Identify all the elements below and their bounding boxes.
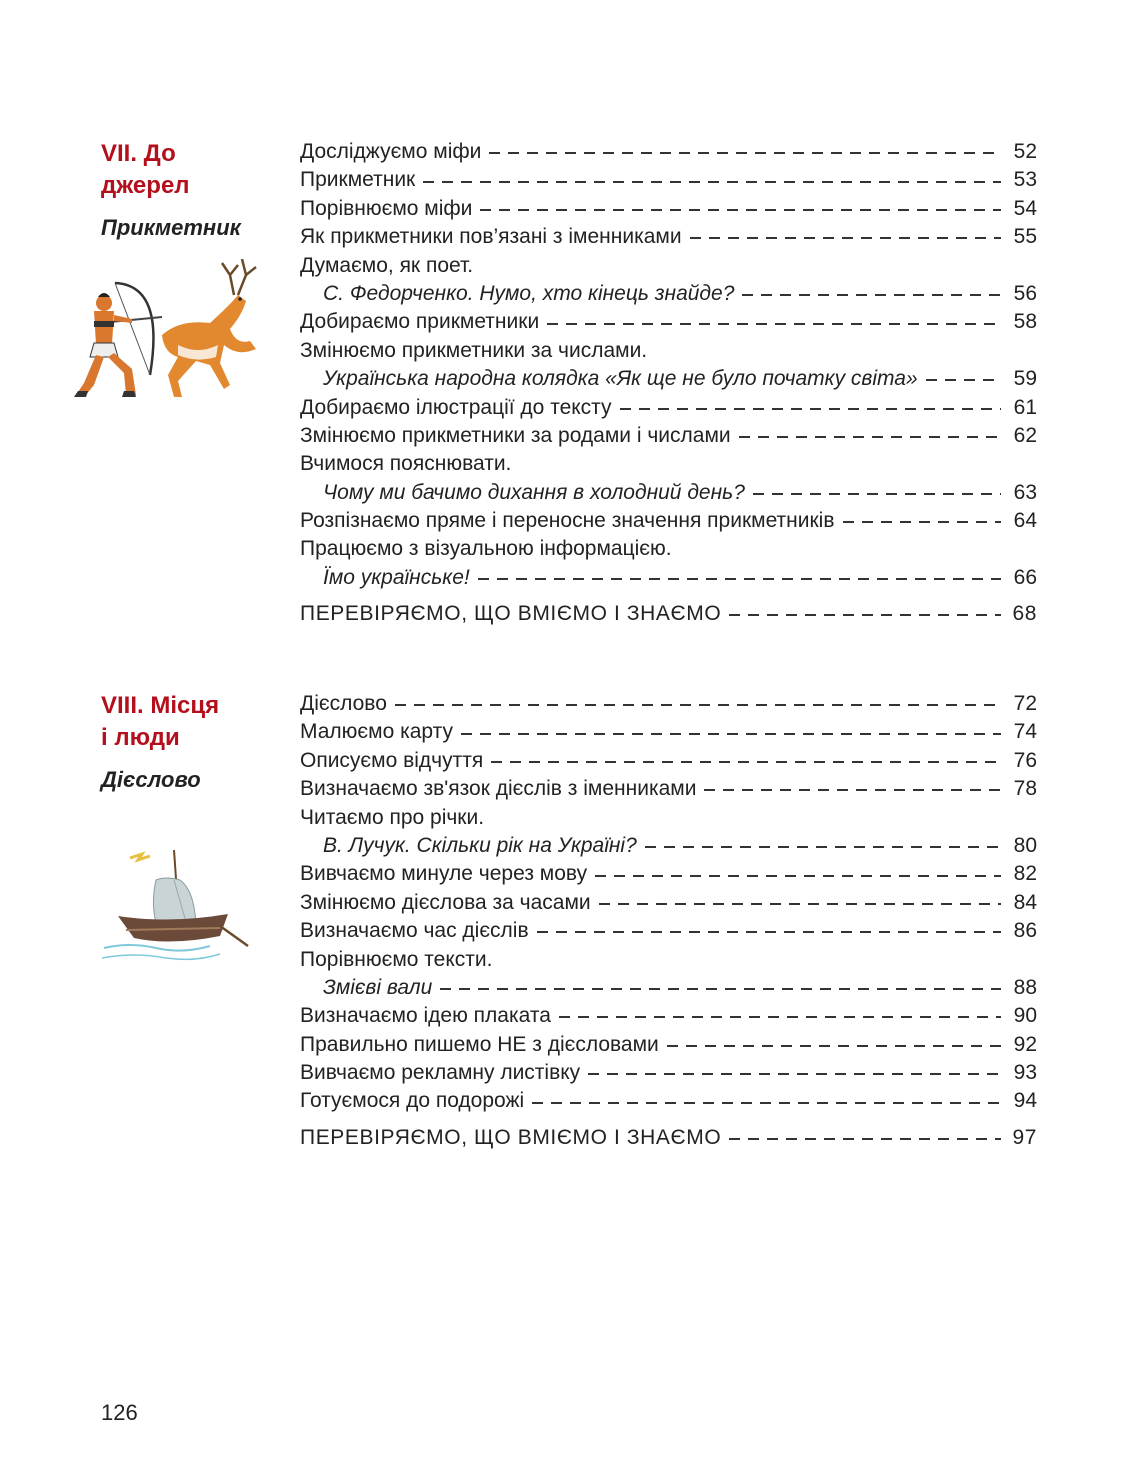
table-of-contents [300, 690, 1037, 1152]
dash-leader [704, 789, 1001, 791]
toc-entry-page: 52 [1013, 140, 1037, 163]
toc-entry-label: С. Федорченко. Нумо, хто кінець знайде? [323, 281, 735, 305]
toc-entry-page: 58 [1013, 310, 1037, 334]
toc-entry [300, 718, 1037, 746]
toc-entry-label: Їмо українське! [323, 565, 470, 589]
toc-entry-label: Добираємо прикметники [300, 310, 540, 334]
toc-entry [300, 337, 1037, 365]
toc-entry [300, 365, 1037, 393]
toc-entry-page: 84 [1013, 890, 1037, 914]
dash-leader [423, 181, 1001, 183]
section-sidebar [101, 690, 271, 794]
toc-entry [300, 1002, 1037, 1030]
toc-entry-page: 64 [1013, 509, 1037, 533]
toc-entry-page: 61 [1013, 395, 1037, 419]
toc-entry [300, 564, 1037, 592]
dash-leader [491, 761, 1001, 763]
toc-entry-page: 56 [1013, 281, 1037, 305]
section-title: VII. До джерел [101, 140, 190, 199]
dash-leader [690, 237, 1001, 239]
toc-entry-label: Прикметник [300, 168, 416, 192]
toc-entry [300, 1087, 1037, 1115]
toc-entry [300, 775, 1037, 803]
toc-entry-page: 90 [1013, 1004, 1037, 1028]
toc-entry [300, 690, 1037, 718]
toc-entry [300, 138, 1037, 166]
dash-leader [599, 903, 1001, 905]
toc-entry [300, 394, 1037, 422]
toc-entry-label: Думаємо, як поет. [300, 253, 474, 277]
toc-entry-label: Описуємо відчуття [300, 748, 484, 772]
toc-entry-page: 93 [1013, 1061, 1037, 1085]
dash-leader [559, 1016, 1001, 1018]
toc-entry-page: 97 [1012, 1125, 1037, 1149]
dash-leader [537, 931, 1001, 933]
toc-entry-page: 54 [1013, 196, 1037, 220]
dash-leader [667, 1045, 1001, 1047]
dash-leader [843, 521, 1001, 523]
dash-leader [753, 493, 1001, 495]
toc-entry-label: Досліджуємо міфи [300, 140, 482, 163]
section-subtitle: Прикметник [101, 215, 241, 240]
toc-entry-page: 74 [1013, 720, 1037, 744]
toc-entry [300, 280, 1037, 308]
dash-leader [461, 733, 1001, 735]
toc-entry-label: Вчимося пояснювати. [300, 452, 512, 476]
toc-entry-label: Змієві вали [323, 975, 433, 999]
toc-entry-page: 76 [1013, 748, 1037, 772]
toc-entry-label: Дієслово [300, 692, 387, 715]
toc-entry [300, 450, 1037, 478]
dash-leader [742, 294, 1001, 296]
archer-and-deer-illustration [70, 245, 262, 403]
toc-entry-page: 86 [1013, 919, 1037, 943]
toc-entry-page: 55 [1013, 225, 1037, 249]
sailing-boat-illustration [100, 850, 252, 962]
toc-entry-page: 53 [1013, 168, 1037, 192]
dash-leader [588, 1073, 1001, 1075]
toc-entry-page: 88 [1013, 975, 1037, 999]
toc-entry-label: Готуємося до подорожі [300, 1089, 525, 1113]
toc-entry [300, 308, 1037, 336]
toc-entry [300, 804, 1037, 832]
toc-entry-label: Вивчаємо минуле через мову [300, 862, 588, 886]
toc-entry-label: Малюємо карту [300, 720, 453, 744]
toc-entry-label: Як прикметники пов’язані з іменниками [300, 225, 682, 249]
toc-entry [300, 1059, 1037, 1087]
dash-leader [547, 323, 1001, 325]
toc-entry-label: Визначаємо зв'язок дієслів з іменниками [300, 777, 697, 801]
toc-entry [300, 422, 1037, 450]
toc-entry [300, 1031, 1037, 1059]
toc-entry-label: Порівнюємо міфи [300, 196, 473, 220]
toc-entry [300, 917, 1037, 945]
section-title: VIII. Місця і люди [101, 692, 220, 751]
dash-leader [595, 875, 1001, 877]
dash-leader [926, 379, 1001, 381]
dash-leader [478, 578, 1001, 580]
toc-entry-label: Вивчаємо рекламну листівку [300, 1061, 581, 1085]
toc-entry-page: 63 [1013, 480, 1037, 504]
dash-leader [532, 1102, 1001, 1104]
toc-entry [300, 223, 1037, 251]
table-of-contents [300, 138, 1037, 629]
toc-entry-page: 82 [1013, 862, 1037, 886]
section-sidebar [101, 138, 271, 242]
toc-entry [300, 974, 1037, 1002]
toc-entry-label: Працюємо з візуальною інформацією. [300, 537, 672, 561]
toc-entry-label: Змінюємо дієслова за часами [300, 890, 591, 914]
toc-entry-label: Розпізнаємо пряме і переносне значення прикметників [300, 509, 835, 533]
toc-entry-page: 62 [1013, 423, 1037, 447]
toc-entry-label: В. Лучук. Скільки рік на Україні? [323, 833, 637, 857]
dash-leader [440, 988, 1001, 990]
dash-leader [729, 1138, 1001, 1140]
toc-entry [300, 832, 1037, 860]
toc-entry-label: Чому ми бачимо дихання в холодний день? [323, 480, 745, 504]
section-subtitle: Дієслово [101, 767, 201, 792]
toc-entry-label: Змінюємо прикметники за родами і числами [300, 423, 731, 447]
toc-entry [300, 252, 1037, 280]
toc-entry-page: 68 [1012, 602, 1037, 626]
toc-entry [300, 889, 1037, 917]
toc-entry-page: 72 [1013, 692, 1037, 715]
toc-entry [300, 747, 1037, 775]
toc-entry-label: Українська народна колядка «Як ще не було початку світа» [323, 367, 918, 391]
toc-entry [300, 946, 1037, 974]
toc-entry-label: Порівнюємо тексти. [300, 947, 493, 971]
toc-entry-label: Визначаємо ідею плаката [300, 1004, 551, 1028]
toc-entry [300, 479, 1037, 507]
toc-entry-page: 80 [1013, 833, 1037, 857]
dash-leader [489, 152, 1001, 154]
toc-entry [300, 860, 1037, 888]
toc-entry-page: 78 [1013, 777, 1037, 801]
dash-leader [739, 436, 1001, 438]
toc-entry [300, 535, 1037, 563]
page-number: 126 [101, 1400, 138, 1425]
dash-leader [480, 209, 1001, 211]
toc-entry [300, 1124, 1037, 1152]
dash-leader [645, 846, 1001, 848]
toc-entry-label: ПЕРЕВІРЯЄМО, ЩО ВМІЄМО І ЗНАЄМО [300, 1125, 722, 1149]
toc-entry [300, 195, 1037, 223]
toc-entry-page: 66 [1013, 565, 1037, 589]
toc-entry-label: Змінюємо прикметники за числами. [300, 338, 648, 362]
toc-entry-page: 92 [1013, 1032, 1037, 1056]
toc-entry-page: 94 [1013, 1089, 1037, 1113]
toc-entry-label: Читаємо про річки. [300, 805, 485, 829]
toc-entry-label: Визначаємо час дієслів [300, 919, 529, 943]
dash-leader [620, 408, 1001, 410]
toc-entry [300, 166, 1037, 194]
toc-entry [300, 600, 1037, 628]
toc-entry-label: ПЕРЕВІРЯЄМО, ЩО ВМІЄМО І ЗНАЄМО [300, 602, 722, 626]
toc-entry-page: 59 [1013, 367, 1037, 391]
toc-entry-label: Правильно пишемо НЕ з дієсловами [300, 1032, 659, 1056]
dash-leader [729, 614, 1001, 616]
dash-leader [395, 704, 1001, 706]
toc-entry [300, 507, 1037, 535]
toc-entry-label: Добираємо ілюстрації до тексту [300, 395, 612, 419]
